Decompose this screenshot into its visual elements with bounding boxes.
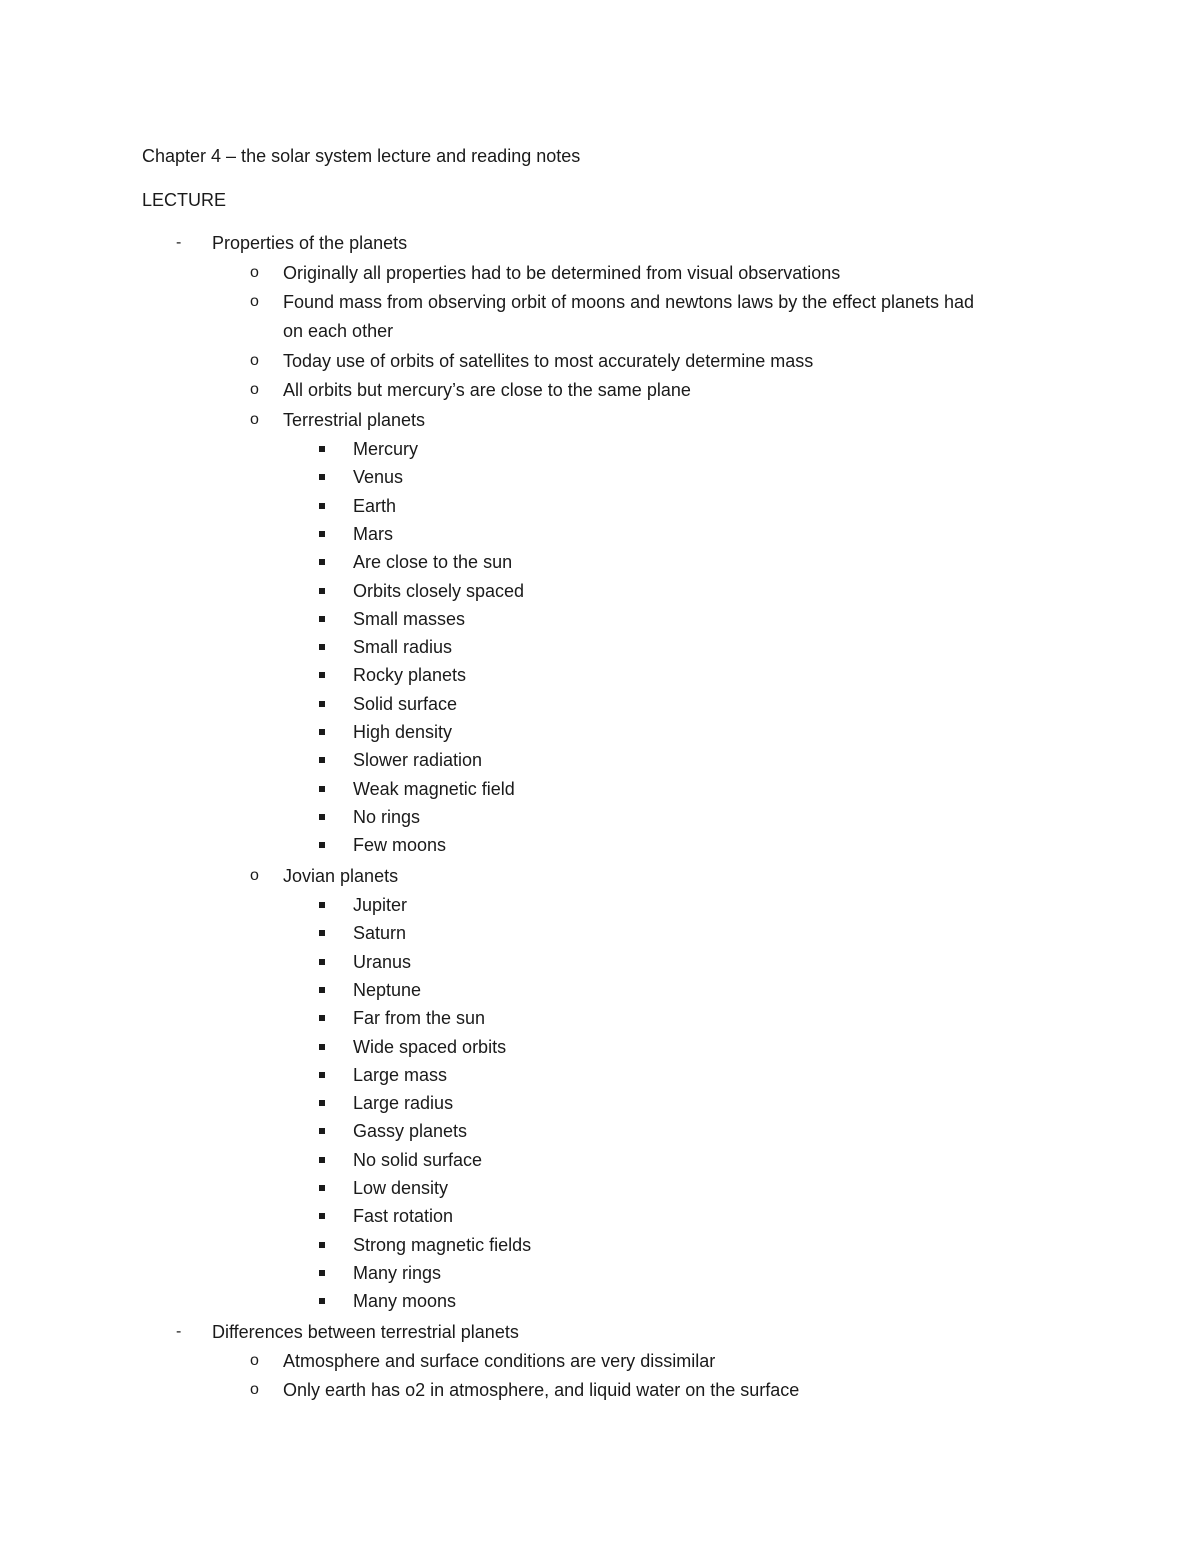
square-bullet [319, 559, 325, 565]
circle-bullet: o [250, 381, 259, 398]
list-item: Originally all properties had to be determined from visual observations [283, 263, 841, 283]
list-item: Small masses [353, 608, 466, 629]
square-bullet [319, 1072, 325, 1078]
list-item: Today use of orbits of satellites to most accurately determine mass [283, 351, 814, 371]
list-item: Earth [353, 495, 397, 516]
list-item: Mercury [353, 439, 419, 459]
list-item: Many moons [353, 1291, 457, 1312]
square-bullet [319, 1157, 325, 1163]
square-bullet [319, 1242, 325, 1248]
circle-bullet: o [250, 293, 259, 310]
square-bullet [319, 644, 325, 650]
square-bullet [319, 616, 325, 622]
dash-bullet: - [176, 234, 182, 251]
list-item: Slower radiation [353, 750, 483, 771]
square-bullet [319, 902, 325, 908]
square-bullet [319, 1044, 325, 1050]
list-item: High density [353, 722, 453, 742]
list-item: Neptune [353, 979, 422, 1000]
square-bullet [319, 474, 325, 480]
square-bullet [319, 503, 325, 509]
square-bullet [319, 531, 325, 537]
square-bullet [319, 1128, 325, 1134]
square-bullet [319, 1298, 325, 1304]
list-item: Wide spaced orbits [353, 1036, 507, 1057]
list-item: Large radius [353, 1093, 454, 1114]
list-item: All orbits but mercury’s are close to the same plane [283, 380, 691, 400]
list-item: Rocky planets [353, 665, 467, 686]
square-bullet [319, 1213, 325, 1219]
list-item: Found mass from observing orbit of moons and newtons laws by the effect planets had [283, 292, 975, 312]
square-bullet [319, 1270, 325, 1276]
dash-bullet: - [176, 1323, 182, 1340]
list-item: Strong magnetic fields [353, 1234, 532, 1255]
square-bullet [319, 1185, 325, 1191]
square-bullet [319, 701, 325, 707]
list-item: Large mass [353, 1064, 448, 1085]
list-item: No rings [353, 806, 421, 827]
circle-bullet: o [250, 411, 259, 428]
circle-bullet: o [250, 264, 259, 281]
list-item: Orbits closely spaced [353, 580, 525, 601]
square-bullet [319, 729, 325, 735]
list-item: Low density [353, 1178, 449, 1198]
section-heading: LECTURE [142, 190, 227, 210]
list-item: Weak magnetic field [353, 778, 515, 799]
square-bullet [319, 588, 325, 594]
circle-bullet: o [250, 352, 259, 369]
page-title: Chapter 4 – the solar system lecture and reading notes [142, 146, 581, 166]
outline-subheading-terrestrial: Terrestrial planets [283, 410, 426, 430]
outline-heading-differences: Differences between terrestrial planets [212, 1322, 519, 1342]
list-item: No solid surface [353, 1149, 483, 1170]
outline-subheading-jovian: Jovian planets [283, 866, 399, 886]
square-bullet [319, 446, 325, 452]
list-item: Far from the sun [353, 1008, 486, 1029]
list-item: Solid surface [353, 693, 458, 714]
circle-bullet: o [250, 1381, 259, 1398]
square-bullet [319, 959, 325, 965]
list-item: Uranus [353, 951, 412, 972]
list-item: Gassy planets [353, 1121, 468, 1142]
square-bullet [319, 987, 325, 993]
list-item: Jupiter [353, 895, 408, 915]
list-item: Few moons [353, 835, 447, 856]
list-item-continuation: on each other [283, 321, 394, 341]
square-bullet [319, 1015, 325, 1021]
list-item: Atmosphere and surface conditions are very dissimilar [283, 1351, 716, 1371]
list-item: Small radius [353, 637, 453, 658]
list-item: Only earth has o2 in atmosphere, and liquid water on the surface [283, 1380, 800, 1400]
list-item: Saturn [353, 923, 407, 944]
list-item: Mars [353, 523, 393, 544]
square-bullet [319, 757, 325, 763]
circle-bullet: o [250, 867, 259, 884]
circle-bullet: o [250, 1352, 259, 1369]
outline-heading-properties: Properties of the planets [212, 233, 408, 253]
square-bullet [319, 930, 325, 936]
list-item: Are close to the sun [353, 552, 513, 573]
list-item: Venus [353, 467, 404, 488]
list-item: Many rings [353, 1262, 442, 1283]
list-item: Fast rotation [353, 1206, 454, 1227]
square-bullet [319, 1100, 325, 1106]
square-bullet [319, 786, 325, 792]
square-bullet [319, 814, 325, 820]
square-bullet [319, 842, 325, 848]
square-bullet [319, 672, 325, 678]
